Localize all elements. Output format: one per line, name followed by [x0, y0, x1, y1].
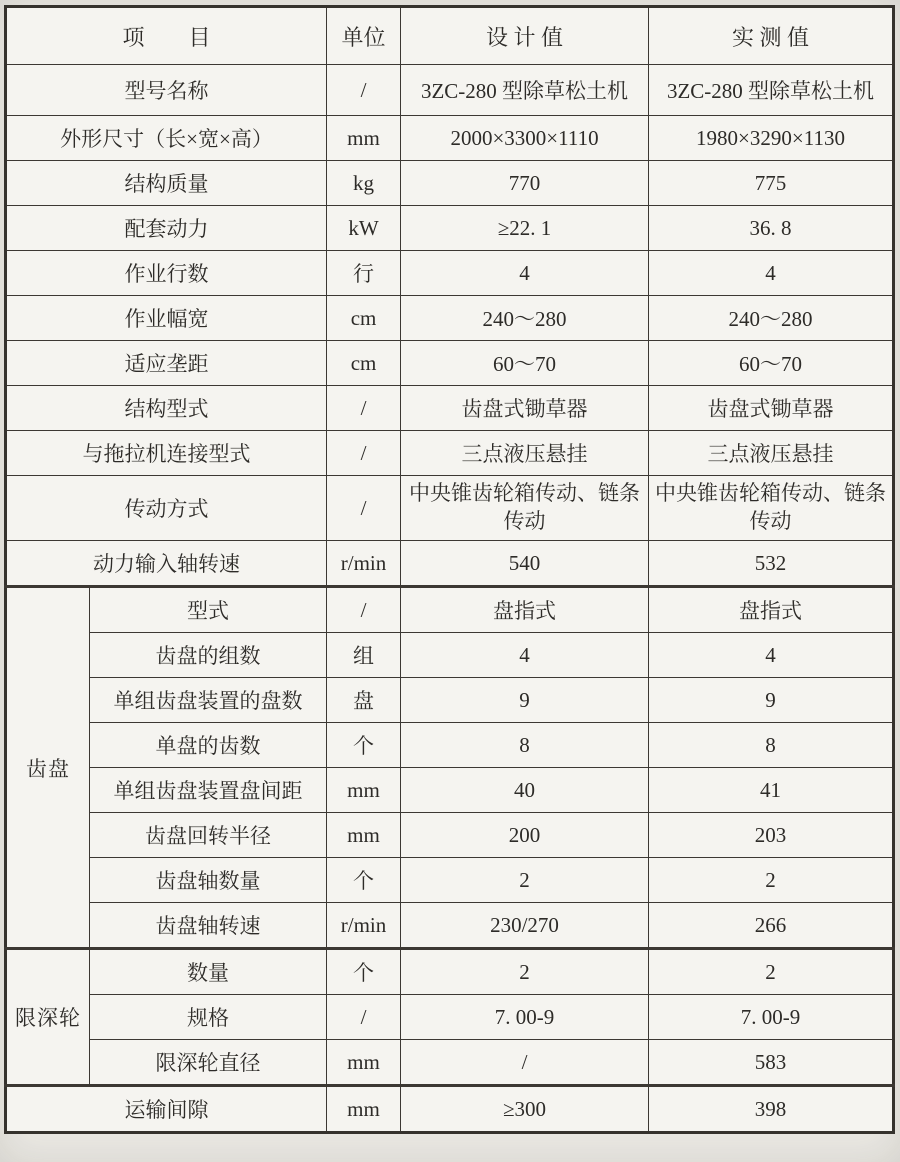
header-unit: 单位 [327, 7, 401, 65]
group-label-gear-disc: 齿盘 [6, 587, 90, 949]
cell-design: 2 [401, 949, 649, 995]
table-row [6, 949, 894, 995]
table-row [6, 678, 894, 723]
cell-design: 9 [401, 678, 649, 723]
cell-item: 与拖拉机连接型式 [6, 431, 327, 476]
table-row [6, 1086, 894, 1133]
table-row [6, 903, 894, 949]
cell-item: 传动方式 [6, 476, 327, 541]
cell-item: 型式 [90, 587, 327, 633]
cell-item: 单组齿盘装置盘间距 [90, 768, 327, 813]
cell-item: 齿盘的组数 [90, 633, 327, 678]
cell-design: 770 [401, 161, 649, 206]
cell-item: 齿盘轴转速 [90, 903, 327, 949]
header-measured-value: 实 测 值 [649, 7, 894, 65]
cell-item: 外形尺寸（长×宽×高） [6, 116, 327, 161]
cell-measured: 齿盘式锄草器 [649, 386, 894, 431]
cell-item: 作业行数 [6, 251, 327, 296]
cell-unit: r/min [327, 903, 401, 949]
cell-unit: mm [327, 1040, 401, 1086]
table-row [6, 1040, 894, 1086]
table-row [6, 116, 894, 161]
cell-item: 作业幅宽 [6, 296, 327, 341]
cell-unit: 行 [327, 251, 401, 296]
cell-unit: mm [327, 116, 401, 161]
cell-unit: / [327, 995, 401, 1040]
cell-item: 适应垄距 [6, 341, 327, 386]
table-row [6, 587, 894, 633]
table-row [6, 723, 894, 768]
cell-design: 3ZC-280 型除草松土机 [401, 65, 649, 116]
cell-item: 齿盘回转半径 [90, 813, 327, 858]
cell-measured: 7. 00-9 [649, 995, 894, 1040]
cell-unit: / [327, 65, 401, 116]
cell-unit: 盘 [327, 678, 401, 723]
cell-measured: 583 [649, 1040, 894, 1086]
cell-design: ≥300 [401, 1086, 649, 1133]
cell-design: 4 [401, 633, 649, 678]
cell-design: 中央锥齿轮箱传动、链条传动 [401, 476, 649, 541]
table-row [6, 541, 894, 587]
cell-measured: 4 [649, 633, 894, 678]
cell-measured: 775 [649, 161, 894, 206]
cell-unit: / [327, 431, 401, 476]
cell-measured: 9 [649, 678, 894, 723]
cell-unit: / [327, 386, 401, 431]
table-row [6, 768, 894, 813]
spec-table [4, 5, 895, 1134]
cell-measured: 532 [649, 541, 894, 587]
cell-measured: 盘指式 [649, 587, 894, 633]
table-row [6, 65, 894, 116]
cell-unit: mm [327, 768, 401, 813]
cell-unit: cm [327, 341, 401, 386]
cell-measured: 2 [649, 858, 894, 903]
cell-measured: 4 [649, 251, 894, 296]
cell-item: 结构质量 [6, 161, 327, 206]
cell-measured: 2 [649, 949, 894, 995]
table-row [6, 161, 894, 206]
table-row [6, 341, 894, 386]
header-item: 项 目 [6, 7, 327, 65]
cell-measured: 中央锥齿轮箱传动、链条传动 [649, 476, 894, 541]
cell-design: 40 [401, 768, 649, 813]
table-row [6, 251, 894, 296]
cell-item: 动力输入轴转速 [6, 541, 327, 587]
group-label-depth-wheel: 限深轮 [6, 949, 90, 1086]
table-row [6, 633, 894, 678]
cell-design: 540 [401, 541, 649, 587]
header-design-value: 设 计 值 [401, 7, 649, 65]
cell-measured: 3ZC-280 型除草松土机 [649, 65, 894, 116]
cell-design: 200 [401, 813, 649, 858]
table-row [6, 386, 894, 431]
header-row [6, 7, 894, 65]
cell-measured: 36. 8 [649, 206, 894, 251]
cell-measured: 8 [649, 723, 894, 768]
cell-design: 盘指式 [401, 587, 649, 633]
cell-item: 运输间隙 [6, 1086, 327, 1133]
table-row [6, 858, 894, 903]
cell-measured: 240～280 [649, 296, 894, 341]
cell-measured: 203 [649, 813, 894, 858]
cell-item: 齿盘轴数量 [90, 858, 327, 903]
cell-unit: mm [327, 1086, 401, 1133]
cell-unit: 组 [327, 633, 401, 678]
cell-item: 型号名称 [6, 65, 327, 116]
cell-item: 数量 [90, 949, 327, 995]
cell-unit: 个 [327, 858, 401, 903]
cell-item: 配套动力 [6, 206, 327, 251]
cell-design: 240～280 [401, 296, 649, 341]
cell-design: 230/270 [401, 903, 649, 949]
cell-measured: 三点液压悬挂 [649, 431, 894, 476]
cell-unit: 个 [327, 723, 401, 768]
cell-design: ≥22. 1 [401, 206, 649, 251]
cell-design: 7. 00-9 [401, 995, 649, 1040]
cell-design: 齿盘式锄草器 [401, 386, 649, 431]
cell-item: 单盘的齿数 [90, 723, 327, 768]
table-row [6, 813, 894, 858]
cell-design: 2 [401, 858, 649, 903]
table-row [6, 476, 894, 541]
cell-unit: / [327, 476, 401, 541]
cell-unit: r/min [327, 541, 401, 587]
cell-item: 单组齿盘装置的盘数 [90, 678, 327, 723]
table-row [6, 296, 894, 341]
table-row [6, 206, 894, 251]
cell-measured: 398 [649, 1086, 894, 1133]
cell-item: 结构型式 [6, 386, 327, 431]
cell-unit: kW [327, 206, 401, 251]
cell-design: 4 [401, 251, 649, 296]
cell-unit: cm [327, 296, 401, 341]
cell-unit: kg [327, 161, 401, 206]
cell-unit: / [327, 587, 401, 633]
table-row [6, 995, 894, 1040]
cell-item: 规格 [90, 995, 327, 1040]
cell-design: 8 [401, 723, 649, 768]
cell-unit: 个 [327, 949, 401, 995]
cell-design: / [401, 1040, 649, 1086]
cell-design: 三点液压悬挂 [401, 431, 649, 476]
cell-design: 2000×3300×1110 [401, 116, 649, 161]
cell-unit: mm [327, 813, 401, 858]
cell-measured: 60～70 [649, 341, 894, 386]
table-row [6, 431, 894, 476]
cell-measured: 41 [649, 768, 894, 813]
cell-measured: 266 [649, 903, 894, 949]
cell-measured: 1980×3290×1130 [649, 116, 894, 161]
cell-design: 60～70 [401, 341, 649, 386]
cell-item: 限深轮直径 [90, 1040, 327, 1086]
